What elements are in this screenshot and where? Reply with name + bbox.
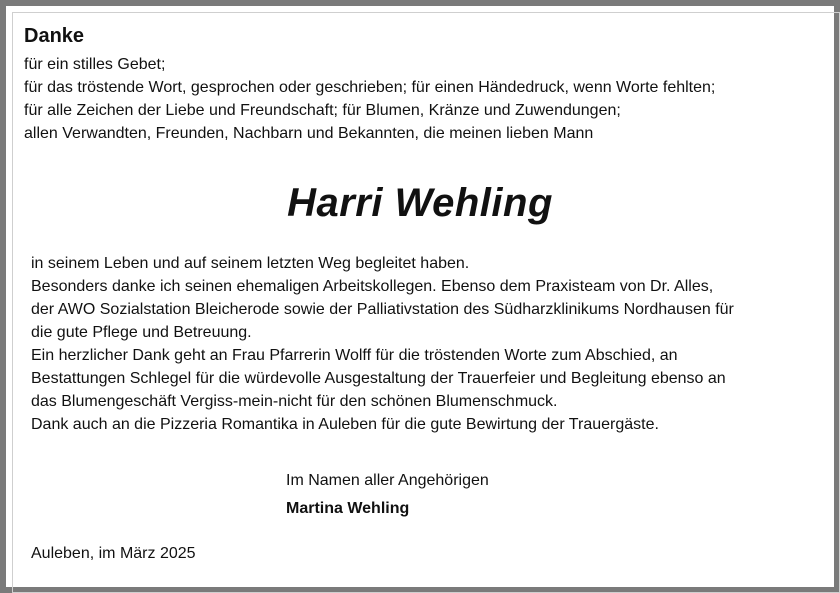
intro-line: allen Verwandten, Freunden, Nachbarn und Bekannten, die meinen lieben Mann: [24, 125, 594, 142]
body-line: Ein herzlicher Dank geht an Frau Pfarrerin Wolff für die tröstenden Worte zum Abschied, an: [31, 347, 678, 364]
body-line: Bestattungen Schlegel für die würdevolle Ausgestaltung der Trauerfeier und Begleitung ebenso an: [31, 370, 726, 387]
deceased-name: Harri Wehling: [287, 181, 553, 225]
place-date: Auleben, im März 2025: [31, 545, 196, 562]
body-line: Dank auch an die Pizzeria Romantika in Auleben für die gute Bewirtung der Trauergäste.: [31, 416, 659, 433]
intro-line: für alle Zeichen der Liebe und Freundschaft; für Blumen, Kränze und Zuwendungen;: [24, 102, 621, 119]
intro-line: für das tröstende Wort, gesprochen oder geschrieben; für einen Händedruck, wenn Worte fehlten;: [24, 79, 716, 96]
body-line: das Blumengeschäft Vergiss-mein-nicht für den schönen Blumenschmuck.: [31, 393, 558, 410]
body-text: [31, 252, 734, 436]
intro-line: für ein stilles Gebet;: [24, 56, 166, 73]
body-line: Besonders danke ich seinen ehemaligen Arbeitskollegen. Ebenso dem Praxisteam von Dr. Alles,: [31, 278, 714, 295]
intro-text: [24, 53, 715, 145]
body-line: in seinem Leben und auf seinem letzten Weg begleitet haben.: [31, 255, 470, 272]
closing-phrase: Im Namen aller Angehörigen: [286, 472, 489, 489]
body-line: die gute Pflege und Betreuung.: [31, 324, 252, 341]
notice-heading: Danke: [24, 25, 85, 47]
signer-name: Martina Wehling: [286, 500, 410, 517]
body-line: der AWO Sozialstation Bleicherode sowie der Palliativstation des Südharzklinikums Nordhausen für: [31, 301, 734, 318]
